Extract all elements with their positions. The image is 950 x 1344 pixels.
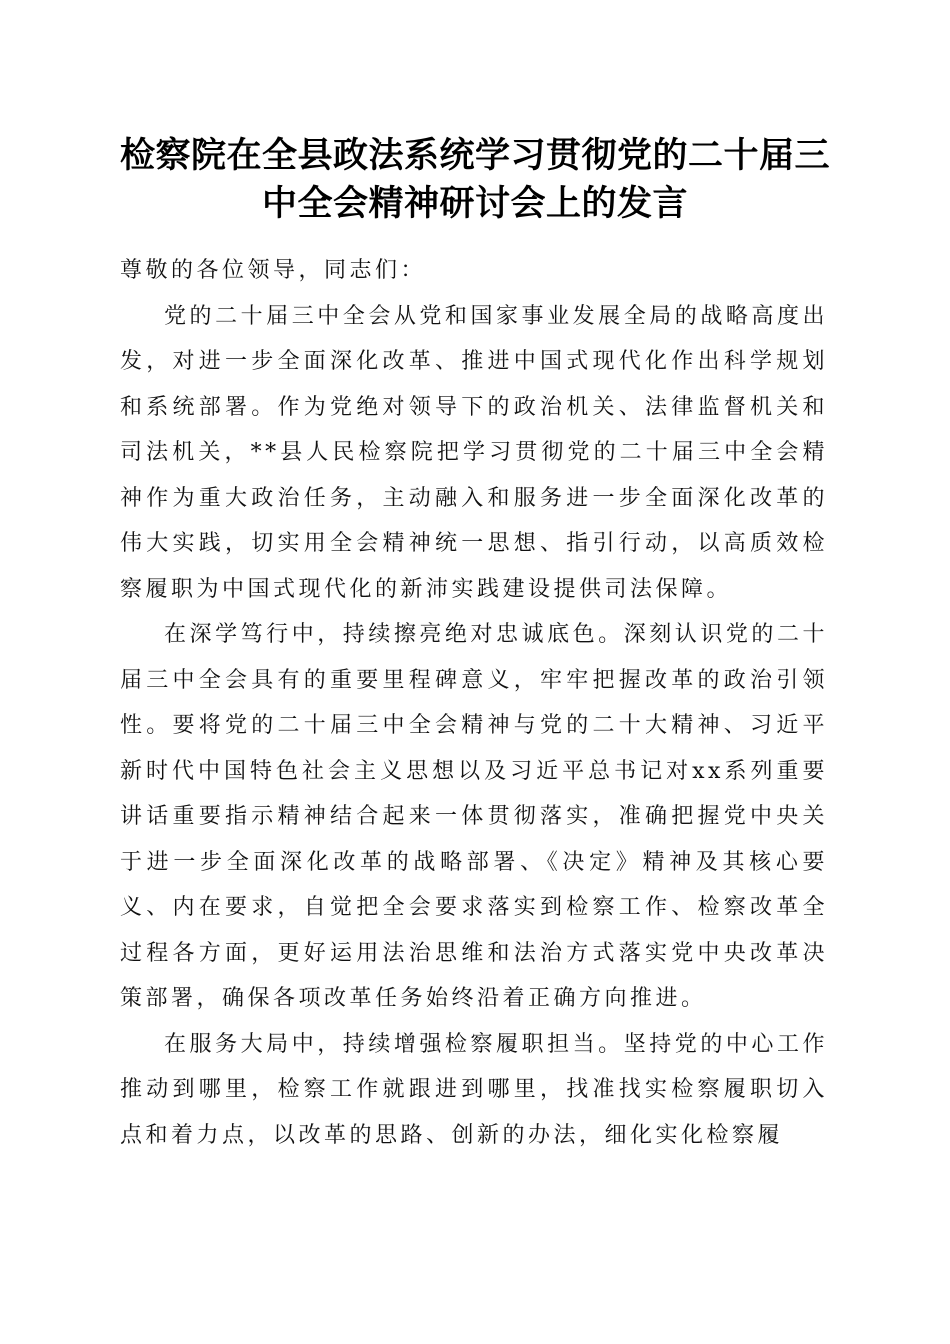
salutation: 尊敬的各位领导，同志们：	[120, 258, 427, 283]
document-title: 检察院在全县政法系统学习贯彻党的二十届三中全会精神研讨会上的发言	[119, 135, 830, 224]
paragraph-2: 在深学笃行中，持续擦亮绝对忠诚底色。深刻认识党的二十届三中全会具有的重要里程碑意义，牢牢把握改革的政治引领性。要将党的二十届三中全会精神与党的二十大精神、习近平新时代中国特色社会主义思想以及习近平总书记对xx系列重要讲话重要指示精神结合起来一体贯彻落实，准确把握党中央关于进一步全面深化改革的战略部署、《决定》精神及其核心要义、内在要求，自觉把全会要求落实到检察工作、检察改革全过程各方面，更好运用法治思维和法治方式落实党中央改革决策部署，确保各项改革任务始终沿着正确方向推进。	[120, 622, 828, 1011]
document-body	[120, 248, 828, 1158]
paragraph-1: 党的二十届三中全会从党和国家事业发展全局的战略高度出发，对进一步全面深化改革、推进中国式现代化作出科学规划和系统部署。作为党绝对领导下的政治机关、法律监督机关和司法机关，**县人民检察院把学习贯彻党的二十届三中全会精神作为重大政治任务，主动融入和服务进一步全面深化改革的伟大实践，切实用全会精神统一思想、指引行动，以高质效检察履职为中国式现代化的新沛实践建设提供司法保障。	[120, 303, 828, 602]
paragraph-3: 在服务大局中，持续增强检察履职担当。坚持党的中心工作推动到哪里，检察工作就跟进到哪里，找准找实检察履职切入点和着力点，以改革的思路、创新的办法，细化实化检察履	[120, 1031, 828, 1148]
